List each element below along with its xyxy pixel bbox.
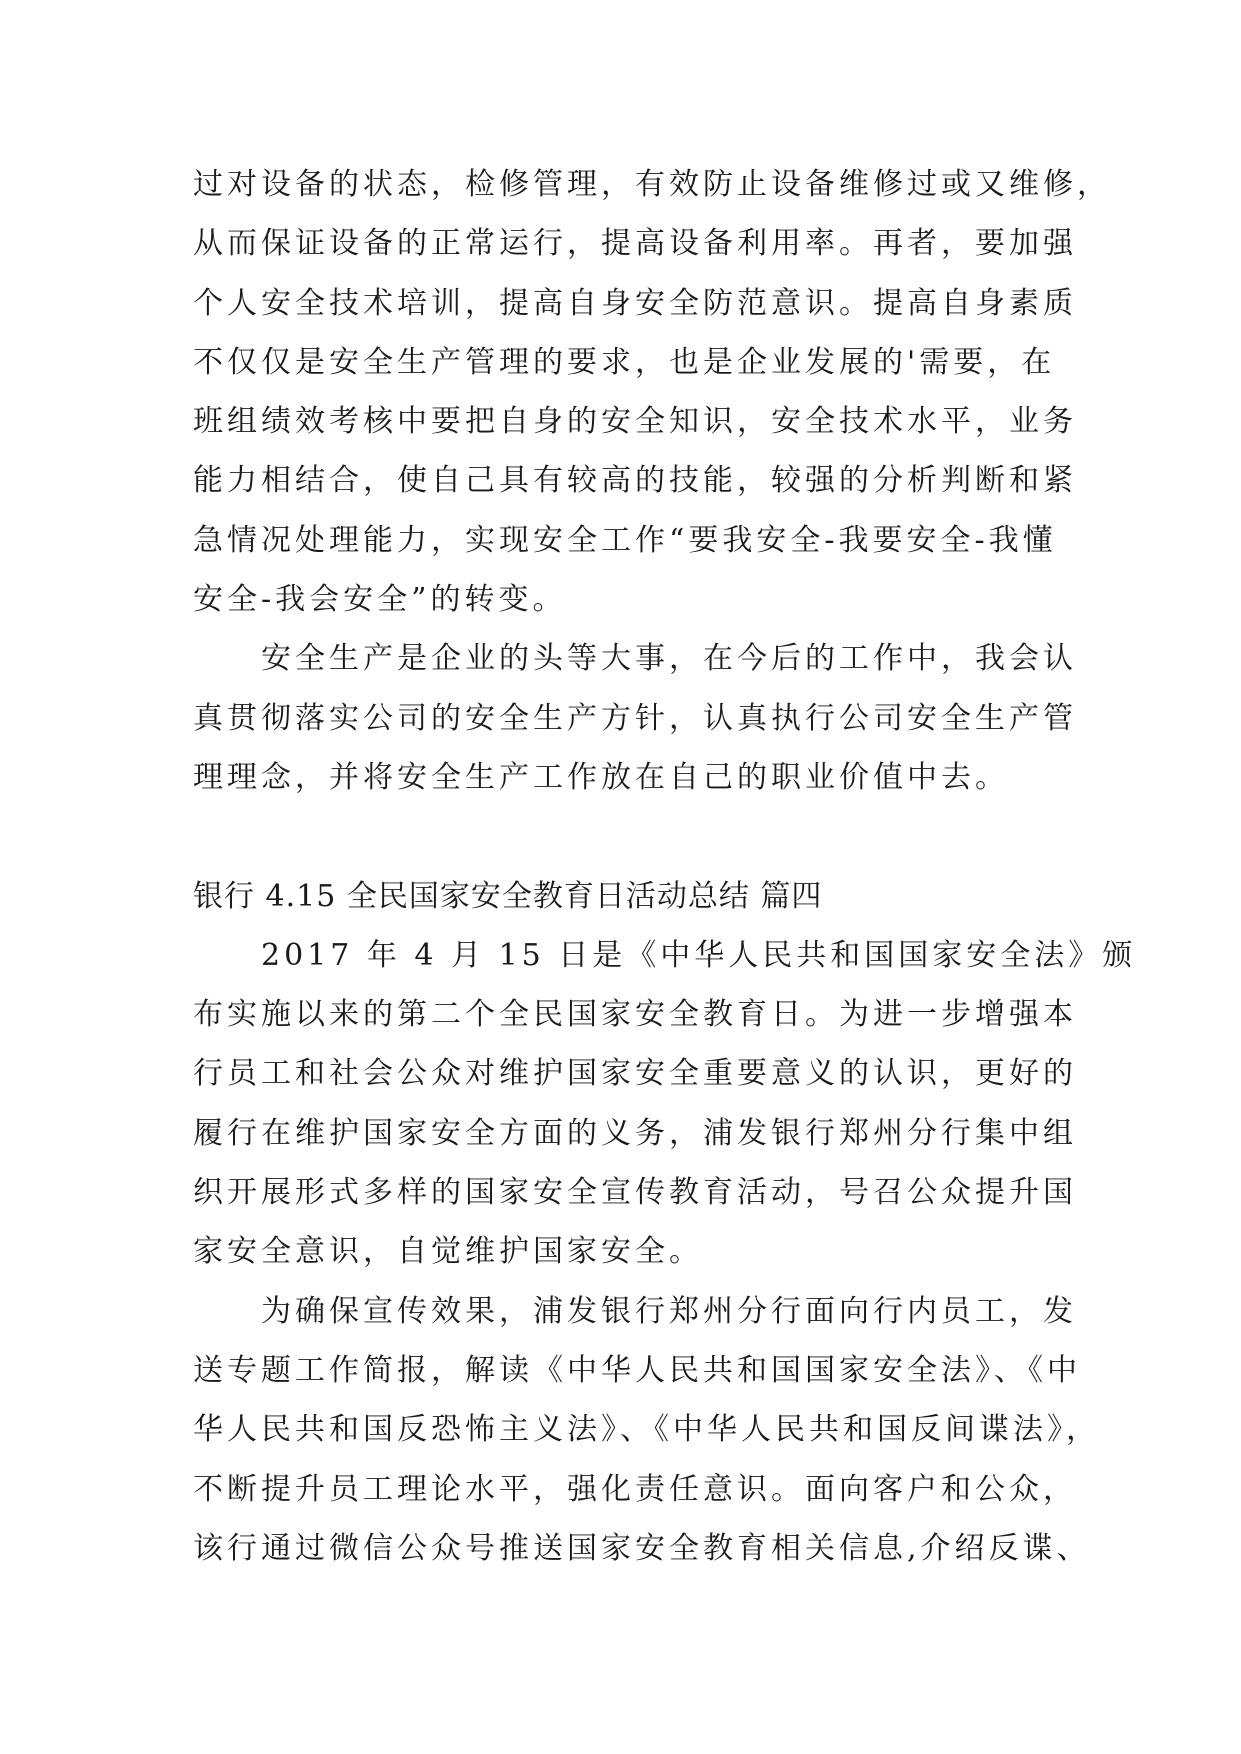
text-line: 华人民共和国反恐怖主义法》、《中华人民共和国反间谍法》，	[193, 1412, 1100, 1448]
text-line: 不断提升员工理论水平，强化责任意识。面向客户和公众，	[193, 1471, 1077, 1507]
text-line: 个人安全技术培训，提高自身安全防范意识。提高自身素质	[193, 285, 1077, 321]
document-body	[193, 155, 1137, 1578]
text-line: 家安全意识，自觉维护国家安全。	[193, 1234, 703, 1270]
text-line: 送专题工作简报，解读《中华人民共和国国家安全法》、《中	[193, 1352, 1081, 1388]
text-line: 真贯彻落实公司的安全生产方针，认真执行公司安全生产管	[193, 700, 1077, 736]
paragraph-publicity	[193, 1282, 1100, 1578]
text-line: 过对设备的状态，检修管理，有效防止设备维修过或又维修，	[193, 167, 1111, 202]
text-line: 该行通过微信公众号推送国家安全教育相关信息,介绍反谍、	[193, 1530, 1091, 1566]
paragraph-equipment-safety	[193, 155, 1111, 629]
text-line: 布实施以来的第二个全民国家安全教育日。为进一步增强本	[193, 997, 1077, 1033]
section-heading: 银行 4.15 全民国家安全教育日活动总结 篇四	[193, 878, 823, 914]
section-spacer	[193, 807, 1053, 866]
text-line: 急情况处理能力，实现安全工作“要我安全-我要安全-我懂	[193, 522, 1057, 558]
paragraph-education-day	[193, 926, 1137, 1282]
text-line: 安全-我会安全”的转变。	[193, 582, 567, 618]
text-line: 能力相结合，使自己具有较高的技能，较强的分析判断和紧	[193, 463, 1077, 499]
text-line: 班组绩效考核中要把自身的安全知识，安全技术水平，业务	[193, 404, 1077, 440]
text-line: 2017 年 4 月 15 日是《中华人民共和国国家安全法》颁	[193, 937, 1137, 973]
text-line: 安全生产是企业的头等大事，在今后的工作中，我会认	[193, 641, 1077, 677]
text-line: 不仅仅是安全生产管理的要求，也是企业发展的'需要，在	[193, 344, 1056, 380]
text-line: 从而保证设备的正常运行，提高设备利用率。再者，要加强	[193, 226, 1077, 262]
paragraph-safety-production	[193, 629, 1077, 807]
text-line: 织开展形式多样的国家安全宣传教育活动，号召公众提升国	[193, 1175, 1077, 1211]
text-line: 为确保宣传效果，浦发银行郑州分行面向行内员工，发	[193, 1293, 1077, 1329]
text-line: 行员工和社会公众对维护国家安全重要意义的认识，更好的	[193, 1056, 1077, 1092]
text-line: 履行在维护国家安全方面的义务，浦发银行郑州分行集中组	[193, 1115, 1077, 1151]
text-line: 理理念，并将安全生产工作放在自己的职业价值中去。	[193, 759, 1009, 795]
